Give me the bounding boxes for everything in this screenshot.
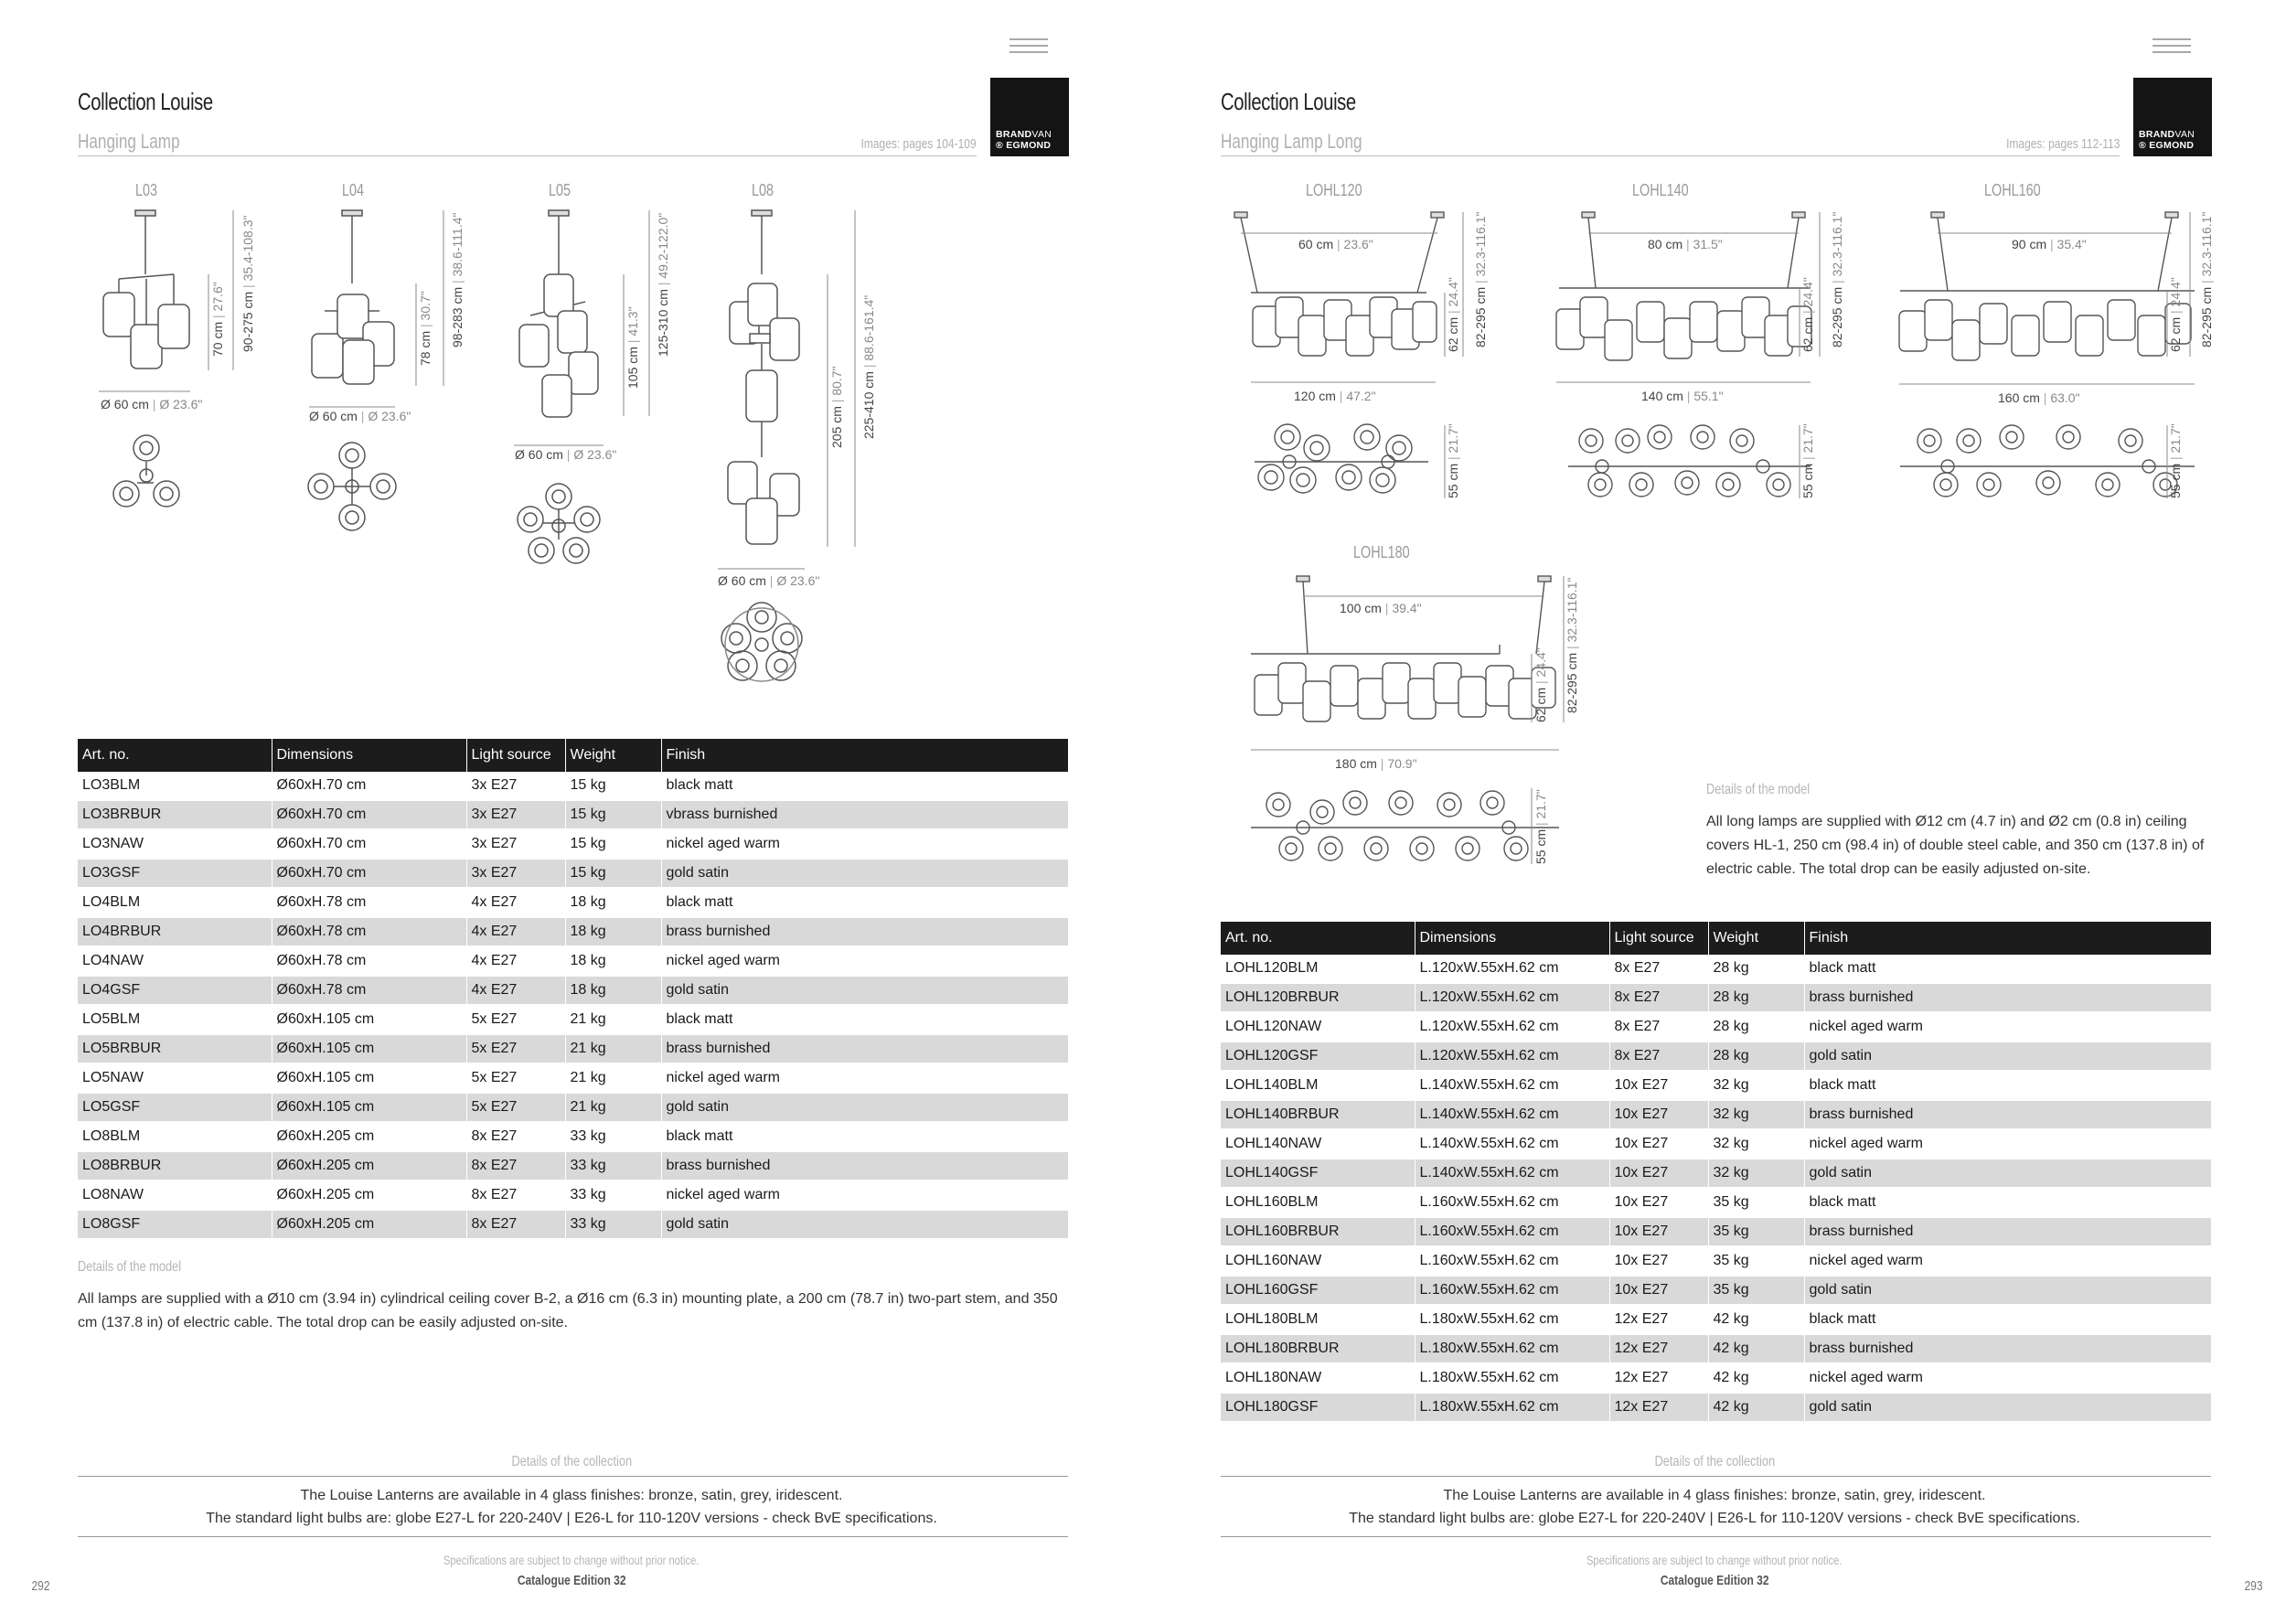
diagram-label-lohl180: LOHL180 [1353,543,1410,561]
table-row [1221,1363,2211,1393]
lamp-l04-drawing [308,210,396,530]
brand-logo: BRANDVAN ® EGMOND [990,78,1069,156]
details-label: Details of the model [78,1259,182,1275]
lohl160-drop: 82-295 cm | 32.3-116.1" [2199,211,2214,347]
table-row [78,888,1068,917]
diagram-label-lohl120: LOHL120 [1306,181,1362,199]
light-source-cell: 10x E27 [1609,1217,1708,1246]
lohl160-height: 62 cm | 24.4" [2168,277,2183,352]
weight-cell: 28 kg [1708,1012,1804,1042]
lamp-diagrams-left [0,0,1143,713]
art-no-cell: LO4NAW [78,946,272,976]
lamp-l05-drawing [518,210,600,563]
lamp-l03-drawing [103,210,189,507]
weight-cell: 32 kg [1708,1159,1804,1188]
art-no-cell: LOHL160BLM [1221,1188,1415,1217]
collection-rule-top [78,1476,1068,1477]
collection-text: The Louise Lanterns are available in 4 glass finishes: bronze, satin, grey, iridescent. The standard light bulbs are: globe E27-L for 220-240V | E26-L for 110-120V versions - check BvE specifications. [206,1488,937,1526]
footer-edition: Catalogue Edition 32 [517,1573,626,1588]
light-source-cell: 10x E27 [1609,1129,1708,1159]
table-row [1221,1217,2211,1246]
diagram-label-l05: L05 [549,181,572,199]
table-row [1221,955,2211,983]
dimensions-cell: L.120xW.55xH.62 cm [1415,955,1609,983]
finish-cell: gold satin [1804,1159,2211,1188]
finish-cell: gold satin [661,1210,1068,1239]
l05-drop: 125-310 cm | 49.2-122.0" [656,212,670,357]
collection-rule-bottom [78,1536,1068,1537]
l03-diameter: Ø 60 cm | Ø 23.6" [101,397,203,411]
light-source-cell: 3x E27 [466,772,565,800]
dimensions-cell: Ø60xH.78 cm [272,888,466,917]
table-row [1221,1042,2211,1071]
diagram-label-lohl160: LOHL160 [1984,181,2041,199]
weight-cell: 32 kg [1708,1100,1804,1129]
table-row [1221,1129,2211,1159]
table-row [78,829,1068,859]
dimensions-cell: L.120xW.55xH.62 cm [1415,1042,1609,1071]
light-source-cell: 5x E27 [466,1093,565,1122]
lamp-diagrams-right [1143,0,2286,905]
l08-drop: 225-410 cm | 88.6-161.4" [861,294,876,439]
l04-diameter: Ø 60 cm | Ø 23.6" [309,409,411,423]
collection-label: Details of the collection [511,1454,632,1469]
finish-cell: vbrass burnished [661,800,1068,829]
finish-cell: gold satin [661,976,1068,1005]
finish-cell: black matt [1804,1071,2211,1100]
lohl120-drop: 82-295 cm | 32.3-116.1" [1473,211,1488,347]
finish-cell: gold satin [1804,1042,2211,1071]
weight-cell: 42 kg [1708,1334,1804,1363]
lamp-lohl160-drawing [1899,212,2195,497]
light-source-cell: 3x E27 [466,829,565,859]
footer-edition: Catalogue Edition 32 [1660,1573,1769,1588]
lohl140-depth: 55 cm | 21.7" [1800,423,1815,498]
dimensions-cell: Ø60xH.78 cm [272,917,466,946]
table-row [1221,1305,2211,1334]
table-row [1221,1393,2211,1422]
table-row [78,976,1068,1005]
light-source-cell: 10x E27 [1609,1276,1708,1305]
lohl140-drop: 82-295 cm | 32.3-116.1" [1830,211,1844,347]
finish-cell: black matt [661,888,1068,917]
art-no-cell: LO8BRBUR [78,1151,272,1181]
dimensions-cell: L.160xW.55xH.62 cm [1415,1276,1609,1305]
weight-cell: 15 kg [565,829,661,859]
finish-cell: brass burnished [661,917,1068,946]
table-row [1221,1159,2211,1188]
dimensions-cell: Ø60xH.205 cm [272,1210,466,1239]
weight-cell: 35 kg [1708,1276,1804,1305]
art-no-cell: LO3GSF [78,859,272,888]
light-source-cell: 8x E27 [1609,1042,1708,1071]
art-no-cell: LO4BRBUR [78,917,272,946]
weight-cell: 42 kg [1708,1305,1804,1334]
art-no-cell: LO3BLM [78,772,272,800]
lohl160-span: 90 cm | 35.4" [2012,237,2087,251]
weight-cell: 18 kg [565,976,661,1005]
finish-cell: black matt [1804,955,2211,983]
art-no-cell: LOHL140GSF [1221,1159,1415,1188]
table-row [78,917,1068,946]
table-row [78,1034,1068,1063]
dimensions-cell: L.140xW.55xH.62 cm [1415,1100,1609,1129]
dimensions-cell: Ø60xH.205 cm [272,1151,466,1181]
col-weight: Weight [565,739,661,772]
l08-diameter: Ø 60 cm | Ø 23.6" [718,573,820,588]
art-no-cell: LOHL180BRBUR [1221,1334,1415,1363]
lohl160-depth: 55 cm | 21.7" [2168,423,2183,498]
dimensions-cell: Ø60xH.70 cm [272,859,466,888]
dimensions-cell: L.180xW.55xH.62 cm [1415,1305,1609,1334]
light-source-cell: 12x E27 [1609,1305,1708,1334]
weight-cell: 32 kg [1708,1071,1804,1100]
art-no-cell: LO8GSF [78,1210,272,1239]
light-source-cell: 8x E27 [466,1181,565,1210]
details-text: All lamps are supplied with a Ø10 cm (3.94 in) cylindrical ceiling cover B-2, a Ø16 cm (6.3 in) mounting plate, a 200 cm (78.7 in) two-part stem, and 350 cm (137.8 in) of electric cable. The total drop can be easily adjusted on-site. [78,1291,1058,1330]
images-reference: Images: pages 112-113 [2005,136,2120,152]
table-row [1221,1276,2211,1305]
weight-cell: 21 kg [565,1005,661,1034]
finish-cell: nickel aged warm [661,1181,1068,1210]
weight-cell: 15 kg [565,800,661,829]
dimensions-cell: Ø60xH.205 cm [272,1122,466,1151]
weight-cell: 21 kg [565,1034,661,1063]
table-row [78,1005,1068,1034]
page-subtitle: Hanging Lamp Long [1221,130,1362,153]
art-no-cell: LOHL180BLM [1221,1305,1415,1334]
dimensions-cell: L.180xW.55xH.62 cm [1415,1334,1609,1363]
finish-cell: brass burnished [1804,983,2211,1012]
lohl180-drop: 82-295 cm | 32.3-116.1" [1565,577,1579,713]
art-no-cell: LOHL160NAW [1221,1246,1415,1276]
col-finish: Finish [1804,922,2211,955]
table-header-row [78,739,1068,772]
footer-note: Specifications are subject to change without prior notice. [1586,1553,1843,1567]
art-no-cell: LO3NAW [78,829,272,859]
table-row [1221,1100,2211,1129]
dimensions-cell: L.120xW.55xH.62 cm [1415,983,1609,1012]
table-row [78,859,1068,888]
art-no-cell: LOHL160GSF [1221,1276,1415,1305]
weight-cell: 15 kg [565,859,661,888]
col-dimensions: Dimensions [272,739,466,772]
art-no-cell: LO8BLM [78,1122,272,1151]
l04-drop: 98-283 cm | 38.6-111.4" [450,212,465,347]
lamp-lohl140-drawing [1556,212,1811,497]
light-source-cell: 5x E27 [466,1005,565,1034]
lohl180-length: 180 cm | 70.9" [1335,756,1417,771]
light-source-cell: 8x E27 [466,1151,565,1181]
col-light-source: Light source [1609,922,1708,955]
col-art-no: Art. no. [1221,922,1415,955]
art-no-cell: LOHL180NAW [1221,1363,1415,1393]
table-row [1221,1246,2211,1276]
weight-cell: 28 kg [1708,1042,1804,1071]
page-title: Collection Louise [1221,88,1356,115]
table-row [78,1151,1068,1181]
table-row [1221,1012,2211,1042]
table-row [78,1063,1068,1093]
dimensions-cell: Ø60xH.78 cm [272,946,466,976]
finish-cell: black matt [661,1005,1068,1034]
col-light-source: Light source [466,739,565,772]
col-art-no: Art. no. [78,739,272,772]
table-row [78,1210,1068,1239]
weight-cell: 18 kg [565,888,661,917]
table-row [78,1093,1068,1122]
page-number: 292 [31,1578,50,1594]
weight-cell: 18 kg [565,917,661,946]
light-source-cell: 10x E27 [1609,1071,1708,1100]
weight-cell: 42 kg [1708,1393,1804,1422]
light-source-cell: 12x E27 [1609,1393,1708,1422]
weight-cell: 35 kg [1708,1246,1804,1276]
lohl140-span: 80 cm | 31.5" [1648,237,1723,251]
dimensions-cell: Ø60xH.70 cm [272,829,466,859]
art-no-cell: LOHL180GSF [1221,1393,1415,1422]
weight-cell: 32 kg [1708,1129,1804,1159]
lohl120-length: 120 cm | 47.2" [1294,389,1376,403]
light-source-cell: 8x E27 [466,1210,565,1239]
dimensions-cell: Ø60xH.78 cm [272,976,466,1005]
lamp-lohl180-drawing [1251,576,1559,860]
art-no-cell: LO5NAW [78,1063,272,1093]
lohl180-span: 100 cm | 39.4" [1340,601,1422,615]
lohl140-height: 62 cm | 24.4" [1800,277,1815,352]
weight-cell: 18 kg [565,946,661,976]
weight-cell: 35 kg [1708,1217,1804,1246]
art-no-cell: LOHL120NAW [1221,1012,1415,1042]
dimensions-cell: L.160xW.55xH.62 cm [1415,1188,1609,1217]
art-no-cell: LOHL140BLM [1221,1071,1415,1100]
weight-cell: 35 kg [1708,1188,1804,1217]
page-number: 293 [2244,1578,2263,1594]
diagram-label-l03: L03 [135,181,158,199]
finish-cell: black matt [661,1122,1068,1151]
weight-cell: 21 kg [565,1063,661,1093]
art-no-cell: LOHL120BLM [1221,955,1415,983]
details-label: Details of the model [1706,782,1811,797]
dimensions-cell: L.140xW.55xH.62 cm [1415,1129,1609,1159]
finish-cell: nickel aged warm [661,829,1068,859]
dimensions-cell: L.120xW.55xH.62 cm [1415,1012,1609,1042]
art-no-cell: LO4GSF [78,976,272,1005]
l04-height: 78 cm | 30.7" [418,291,433,366]
lamp-l08-drawing [721,210,802,681]
art-no-cell: LOHL120BRBUR [1221,983,1415,1012]
page-title: Collection Louise [78,88,213,115]
art-no-cell: LOHL120GSF [1221,1042,1415,1071]
light-source-cell: 10x E27 [1609,1246,1708,1276]
col-weight: Weight [1708,922,1804,955]
art-no-cell: LOHL140NAW [1221,1129,1415,1159]
table-row [78,946,1068,976]
light-source-cell: 8x E27 [1609,983,1708,1012]
finish-cell: gold satin [1804,1393,2211,1422]
lohl120-height: 62 cm | 24.4" [1446,277,1460,352]
table-row [78,1122,1068,1151]
weight-cell: 21 kg [565,1093,661,1122]
weight-cell: 33 kg [565,1122,661,1151]
art-no-cell: LO4BLM [78,888,272,917]
finish-cell: brass burnished [1804,1334,2211,1363]
finish-cell: gold satin [1804,1276,2211,1305]
light-source-cell: 4x E27 [466,946,565,976]
weight-cell: 42 kg [1708,1363,1804,1393]
dimensions-cell: L.180xW.55xH.62 cm [1415,1393,1609,1422]
lohl180-depth: 55 cm | 21.7" [1533,789,1548,864]
finish-cell: nickel aged warm [1804,1363,2211,1393]
light-source-cell: 5x E27 [466,1034,565,1063]
table-row [78,800,1068,829]
dimensions-cell: L.140xW.55xH.62 cm [1415,1071,1609,1100]
col-finish: Finish [661,739,1068,772]
l08-height: 205 cm | 80.7" [829,366,844,448]
weight-cell: 28 kg [1708,983,1804,1012]
finish-cell: brass burnished [1804,1100,2211,1129]
dimensions-cell: Ø60xH.105 cm [272,1034,466,1063]
details-text: All long lamps are supplied with Ø12 cm (4.7 in) and Ø2 cm (0.8 in) ceiling covers HL-1, 250 cm (98.4 in) of double steel cable, and 350 cm (137.8 in) of electric cable. The total drop can be easily adjusted on-site. [1706,814,2205,877]
weight-cell: 28 kg [1708,955,1804,983]
art-no-cell: LO3BRBUR [78,800,272,829]
finish-cell: brass burnished [1804,1217,2211,1246]
dimensions-cell: L.160xW.55xH.62 cm [1415,1246,1609,1276]
table-row [1221,983,2211,1012]
finish-cell: nickel aged warm [1804,1129,2211,1159]
lohl120-span: 60 cm | 23.6" [1298,237,1373,251]
table-header-row [1221,922,2211,955]
dimensions-cell: Ø60xH.105 cm [272,1093,466,1122]
finish-cell: black matt [661,772,1068,800]
art-no-cell: LO5BRBUR [78,1034,272,1063]
art-no-cell: LOHL160BRBUR [1221,1217,1415,1246]
l05-diameter: Ø 60 cm | Ø 23.6" [515,447,617,462]
light-source-cell: 4x E27 [466,976,565,1005]
l03-height: 70 cm | 27.6" [210,282,225,357]
light-source-cell: 5x E27 [466,1063,565,1093]
table-row [1221,1071,2211,1100]
dimensions-cell: Ø60xH.70 cm [272,772,466,800]
finish-cell: black matt [1804,1305,2211,1334]
light-source-cell: 10x E27 [1609,1159,1708,1188]
brand-logo: BRANDVAN ® EGMOND [2133,78,2212,156]
page-subtitle: Hanging Lamp [78,130,180,153]
light-source-cell: 10x E27 [1609,1188,1708,1217]
spec-table-left [78,739,1068,1240]
spec-table-right [1221,922,2211,1423]
finish-cell: nickel aged warm [661,1063,1068,1093]
dimensions-cell: Ø60xH.70 cm [272,800,466,829]
dimensions-cell: Ø60xH.105 cm [272,1063,466,1093]
light-source-cell: 3x E27 [466,859,565,888]
col-dimensions: Dimensions [1415,922,1609,955]
dimensions-cell: Ø60xH.105 cm [272,1005,466,1034]
finish-cell: black matt [1804,1188,2211,1217]
light-source-cell: 12x E27 [1609,1334,1708,1363]
finish-cell: nickel aged warm [1804,1012,2211,1042]
images-reference: Images: pages 104-109 [860,136,977,152]
l05-height: 105 cm | 41.3" [625,306,640,389]
light-source-cell: 3x E27 [466,800,565,829]
finish-cell: nickel aged warm [661,946,1068,976]
lohl120-depth: 55 cm | 21.7" [1446,423,1460,498]
table-row [1221,1188,2211,1217]
lohl140-length: 140 cm | 55.1" [1641,389,1724,403]
collection-text: The Louise Lanterns are available in 4 glass finishes: bronze, satin, grey, iridescent. The standard light bulbs are: globe E27-L for 220-240V | E26-L for 110-120V versions - check BvE specifications. [1349,1488,2080,1526]
weight-cell: 33 kg [565,1210,661,1239]
collection-rule-bottom [1221,1536,2211,1537]
diagram-label-lohl140: LOHL140 [1632,181,1689,199]
table-row [78,1181,1068,1210]
art-no-cell: LOHL140BRBUR [1221,1100,1415,1129]
weight-cell: 15 kg [565,772,661,800]
weight-cell: 33 kg [565,1151,661,1181]
light-source-cell: 12x E27 [1609,1363,1708,1393]
lohl160-length: 160 cm | 63.0" [1998,390,2080,405]
lohl180-height: 62 cm | 24.4" [1533,647,1548,722]
art-no-cell: LO5GSF [78,1093,272,1122]
collection-label: Details of the collection [1654,1454,1775,1469]
finish-cell: gold satin [661,1093,1068,1122]
dimensions-cell: L.180xW.55xH.62 cm [1415,1363,1609,1393]
footer-note: Specifications are subject to change without prior notice. [443,1553,700,1567]
l03-drop: 90-275 cm | 35.4-108.3" [240,215,255,352]
table-row [1221,1334,2211,1363]
light-source-cell: 8x E27 [1609,955,1708,983]
light-source-cell: 4x E27 [466,917,565,946]
finish-cell: nickel aged warm [1804,1246,2211,1276]
right-page [1143,0,2286,1624]
table-row [78,772,1068,800]
art-no-cell: LO8NAW [78,1181,272,1210]
light-source-cell: 8x E27 [466,1122,565,1151]
diagram-label-l08: L08 [752,181,774,199]
dimensions-cell: Ø60xH.205 cm [272,1181,466,1210]
light-source-cell: 10x E27 [1609,1100,1708,1129]
diagram-label-l04: L04 [342,181,365,199]
finish-cell: brass burnished [661,1034,1068,1063]
finish-cell: gold satin [661,859,1068,888]
lamp-lohl120-drawing [1234,212,1444,493]
art-no-cell: LO5BLM [78,1005,272,1034]
light-source-cell: 8x E27 [1609,1012,1708,1042]
dimensions-cell: L.160xW.55xH.62 cm [1415,1217,1609,1246]
dimensions-cell: L.140xW.55xH.62 cm [1415,1159,1609,1188]
finish-cell: brass burnished [661,1151,1068,1181]
weight-cell: 33 kg [565,1181,661,1210]
light-source-cell: 4x E27 [466,888,565,917]
collection-rule-top [1221,1476,2211,1477]
